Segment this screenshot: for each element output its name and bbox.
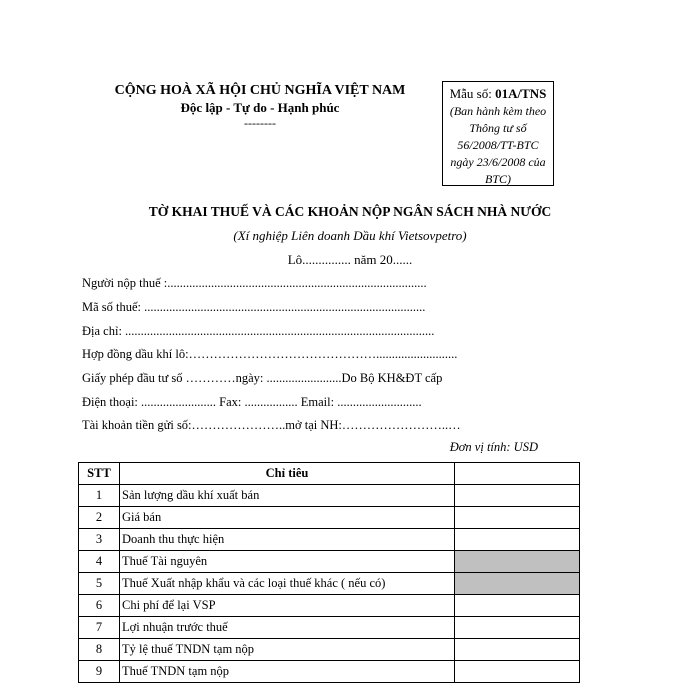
row-indicator: Lợi nhuận trước thuế (120, 617, 455, 639)
row-number: 4 (79, 551, 120, 573)
field-investment-license[interactable]: Giấy phép đầu tư số …………ngày: ........................Do Bộ KH&ĐT cấp (82, 371, 443, 385)
document-title: TỜ KHAI THUẾ VÀ CÁC KHOẢN NỘP NGÂN SÁCH NHÀ NƯỚC (148, 204, 552, 219)
row-indicator: Thuế Xuất nhập khẩu và các loại thuế khác ( nếu có) (120, 573, 455, 595)
row-number: 8 (79, 639, 120, 661)
document-subtitle: (Xí nghiệp Liên doanh Dầu khí Vietsovpetro) (233, 228, 467, 243)
form-number-prefix: Mẫu số: (449, 86, 496, 101)
table-row (79, 661, 580, 683)
motto: Độc lập - Tự do - Hạnh phúc (180, 100, 340, 115)
country-name: CỘNG HOÀ XÃ HỘI CHỦ NGHĨA VIỆT NAM (114, 83, 406, 98)
row-number: 1 (79, 485, 120, 507)
lot-year-line: Lô............... năm 20...... (287, 252, 413, 267)
table-row (79, 551, 580, 573)
value-cell[interactable] (455, 595, 580, 617)
row-number: 3 (79, 529, 120, 551)
value-cell[interactable] (455, 485, 580, 507)
form-number-box (442, 81, 554, 186)
row-number: 7 (79, 617, 120, 639)
row-number: 2 (79, 507, 120, 529)
row-indicator: Thuế Tài nguyên (120, 551, 455, 573)
field-oil-contract[interactable]: Hợp đồng dầu khí lô:……………………………………….......................... (82, 347, 458, 361)
field-contact[interactable]: Điện thoại: ........................ Fax: ................. Email: ........................... (82, 395, 422, 409)
value-cell[interactable] (455, 639, 580, 661)
row-indicator: Thuế TNDN tạm nộp (120, 661, 455, 683)
form-issuance-note: (Ban hành kèm theo Thông tư số 56/2008/TT-BTC ngày 23/6/2008 của BTC) (449, 104, 547, 186)
row-number: 9 (79, 661, 120, 683)
value-cell[interactable] (455, 529, 580, 551)
value-cell[interactable] (455, 617, 580, 639)
field-taxpayer[interactable]: Người nộp thuế :................................................................................... (82, 276, 427, 290)
table-row (79, 617, 580, 639)
field-address[interactable]: Địa chỉ: ................................................................................................... (82, 324, 435, 338)
header-separator: -------- (244, 116, 276, 130)
row-indicator: Sản lượng dầu khí xuất bán (120, 485, 455, 507)
value-cell-shaded (455, 573, 580, 595)
form-code: 01A/TNS (495, 86, 547, 101)
column-header-indicator: Chỉ tiêu (120, 463, 455, 485)
table-header-row (79, 463, 580, 485)
national-header (100, 82, 420, 130)
field-tax-code[interactable]: Mã số thuế: .......................................................................................... (82, 300, 426, 314)
currency-unit: Đơn vị tính: USD (449, 440, 538, 454)
row-indicator: Chi phí để lại VSP (120, 595, 455, 617)
column-header-stt: STT (79, 463, 120, 485)
table-row (79, 639, 580, 661)
table-row (79, 529, 580, 551)
row-number: 5 (79, 573, 120, 595)
field-bank-account[interactable]: Tài khoản tiền gửi số:…………………..mở tại NH:……………………..… (82, 418, 461, 432)
row-number: 6 (79, 595, 120, 617)
row-indicator: Tỷ lệ thuế TNDN tạm nộp (120, 639, 455, 661)
table-row (79, 507, 580, 529)
row-indicator: Doanh thu thực hiện (120, 529, 455, 551)
form-number (445, 85, 551, 103)
table-row (79, 595, 580, 617)
table-row (79, 485, 580, 507)
value-cell-shaded (455, 551, 580, 573)
row-indicator: Giá bán (120, 507, 455, 529)
tax-table (78, 462, 580, 683)
table-row (79, 573, 580, 595)
column-header-value (455, 463, 580, 485)
value-cell[interactable] (455, 661, 580, 683)
value-cell[interactable] (455, 507, 580, 529)
